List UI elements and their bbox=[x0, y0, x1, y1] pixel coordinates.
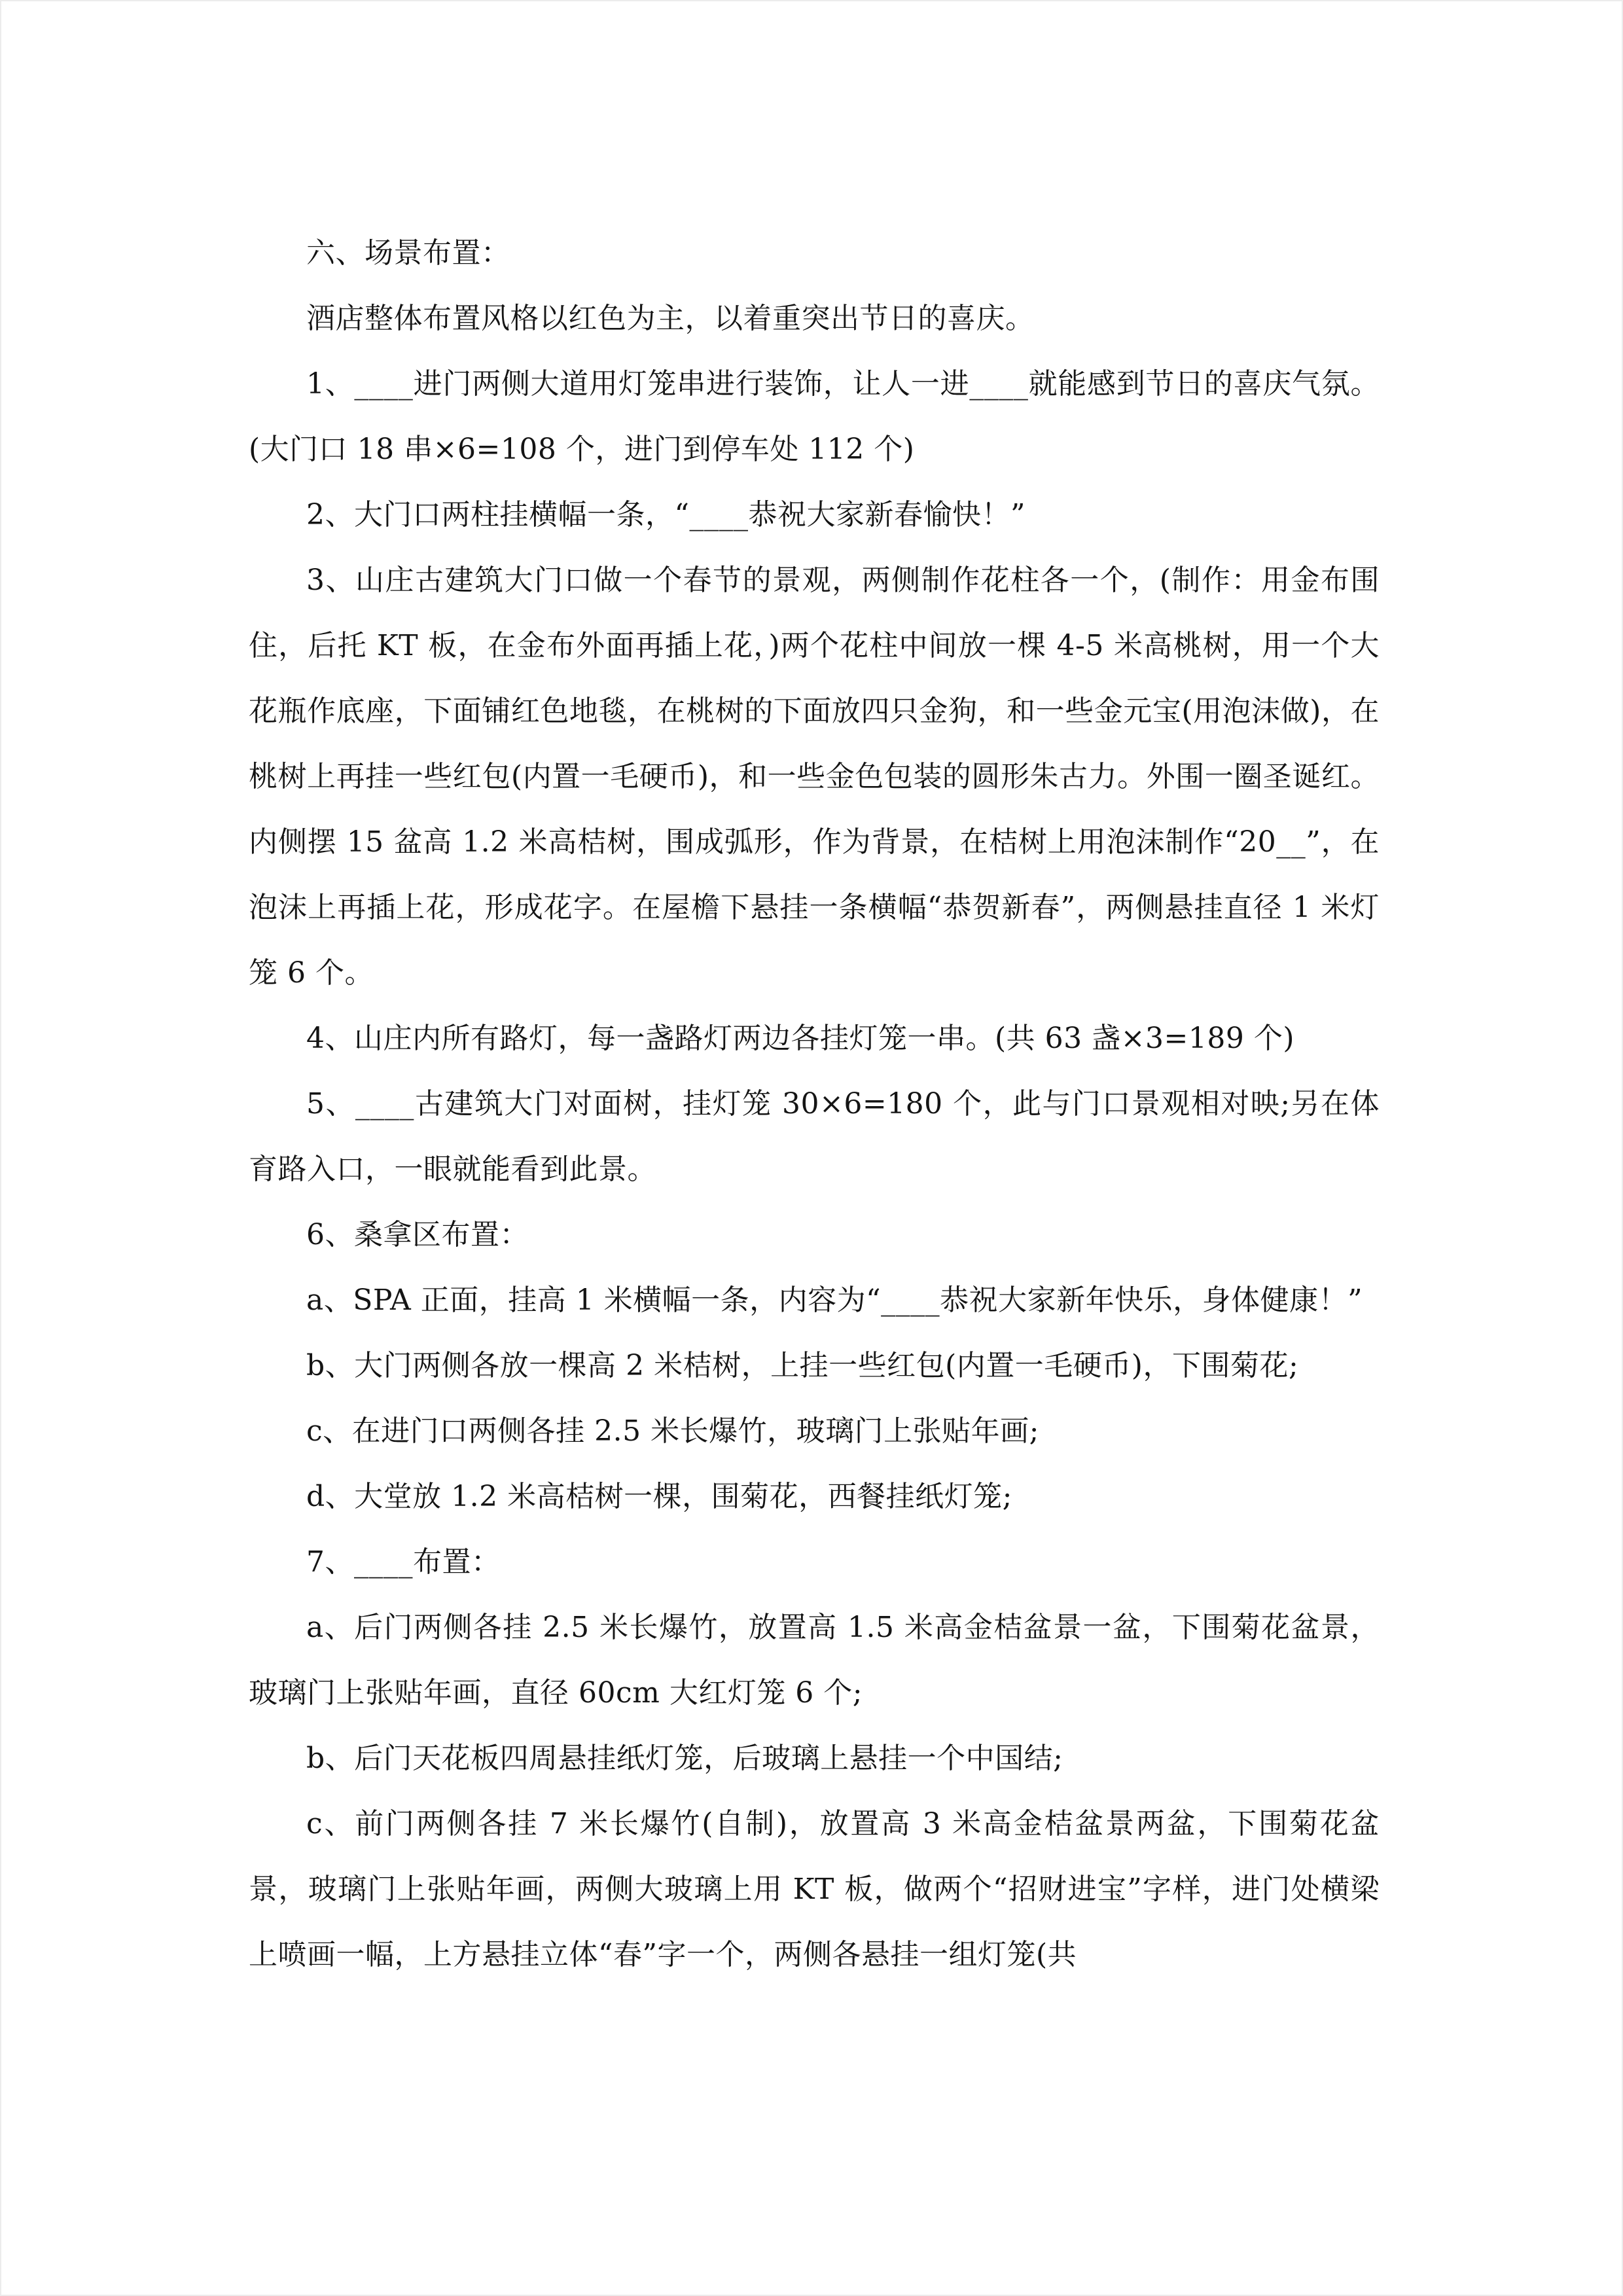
paragraph: c、前门两侧各挂 7 米长爆竹(自制)，放置高 3 米高金桔盆景两盆，下围菊花盆景，玻璃门上张贴年画，两侧大玻璃上用 KT 板，做两个“招财进宝”字样，进门处横梁上喷画一幅，上方悬挂立体“春”字一个，两侧各悬挂一组灯笼(共 bbox=[249, 1807, 1380, 1971]
paragraph: b、大门两侧各放一棵高 2 米桔树，上挂一些红包(内置一毛硬币)，下围菊花; bbox=[306, 1349, 1299, 1382]
paragraph: a、SPA 正面，挂高 1 米横幅一条，内容为“____恭祝大家新年快乐，身体健康！” bbox=[306, 1283, 1363, 1317]
paragraph: 5、____古建筑大门对面树，挂灯笼 30×6=180 个，此与门口景观相对映;另在体育路入口，一眼就能看到此景。 bbox=[249, 1087, 1380, 1186]
paragraph: 4、山庄内所有路灯，每一盏路灯两边各挂灯笼一串。(共 63 盏×3=189 个) bbox=[306, 1022, 1294, 1055]
paragraph: b、后门天花板四周悬挂纸灯笼，后玻璃上悬挂一个中国结; bbox=[306, 1742, 1063, 1775]
paragraph: 3、山庄古建筑大门口做一个春节的景观，两侧制作花柱各一个，(制作：用金布围住，后托 KT 板，在金布外面再插上花，)两个花柱中间放一棵 4-5 米高桃树，用一个大花瓶作底座，下面铺红色地毯，在桃树的下面放四只金狗，和一些金元宝(用泡沫做)，在桃树上再挂一些红包(内置一毛硬币)，和一些金色包装的圆形朱古力。外围一圈圣诞红。内侧摆 15 盆高 1.2 米高桔树，围成弧形，作为背景，在桔树上用泡沫制作“20__”，在泡沫上再插上花，形成花字。在屋檐下悬挂一条横幅“恭贺新春”，两侧悬挂直径 1 米灯笼 6 个。 bbox=[249, 564, 1380, 990]
paragraph: d、大堂放 1.2 米高桔树一棵，围菊花，西餐挂纸灯笼; bbox=[306, 1480, 1012, 1513]
paragraph: 1、____进门两侧大道用灯笼串进行装饰，让人一进____就能感到节日的喜庆气氛。(大门口 18 串×6=108 个，进门到停车处 112 个) bbox=[249, 367, 1380, 466]
document-body bbox=[249, 221, 1380, 1988]
paragraph: a、后门两侧各挂 2.5 米长爆竹，放置高 1.5 米高金桔盆景一盆，下围菊花盆景，玻璃门上张贴年画，直径 60cm 大红灯笼 6 个; bbox=[249, 1611, 1380, 1710]
paragraph: 7、____布置： bbox=[306, 1545, 501, 1579]
paragraph: 2、大门口两柱挂横幅一条，“____恭祝大家新春愉快！” bbox=[306, 498, 1026, 531]
paragraph: 6、桑拿区布置： bbox=[306, 1218, 529, 1251]
paragraph: 酒店整体布置风格以红色为主，以着重突出节日的喜庆。 bbox=[306, 302, 1035, 335]
section-heading: 六、场景布置： bbox=[306, 236, 510, 270]
paragraph: c、在进门口两侧各挂 2.5 米长爆竹，玻璃门上张贴年画; bbox=[306, 1414, 1039, 1448]
